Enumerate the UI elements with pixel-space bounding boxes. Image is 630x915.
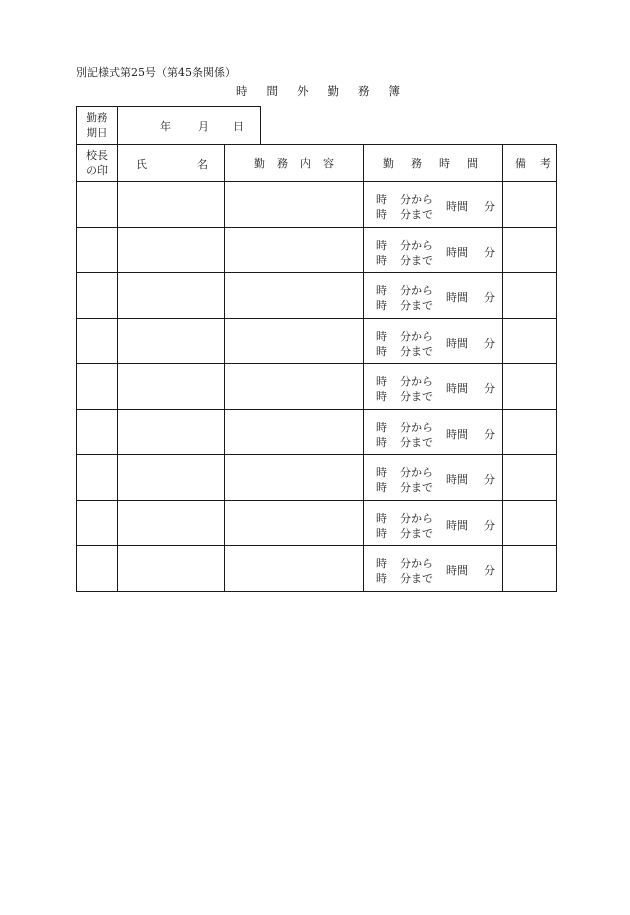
table-row	[77, 227, 557, 273]
total-hours-label: 時間	[446, 291, 468, 304]
work-hours-cell[interactable]	[364, 546, 503, 592]
year-label: 年	[160, 119, 171, 133]
overtime-log-table	[76, 144, 565, 592]
principal-seal-cell[interactable]	[77, 364, 118, 410]
start-hour-label: 時	[376, 511, 387, 525]
header-name-right: 名	[197, 158, 208, 171]
end-hour-label: 時	[376, 208, 387, 221]
end-hour-label: 時	[376, 344, 387, 358]
total-hours-label: 時間	[446, 336, 468, 350]
work-content-cell[interactable]	[225, 182, 364, 228]
day-label: 日	[233, 119, 244, 133]
name-cell[interactable]	[118, 546, 225, 592]
start-minute-label: 分から	[400, 284, 433, 297]
header-work-hours: 勤務時間	[364, 145, 503, 182]
table-row	[77, 318, 557, 364]
name-cell[interactable]	[118, 500, 225, 546]
total-hours-label: 時間	[446, 564, 468, 577]
document-title: 時間外勤務簿	[236, 84, 419, 98]
work-content-cell[interactable]	[225, 273, 364, 319]
remarks-cell[interactable]	[503, 455, 557, 501]
principal-seal-cell[interactable]	[77, 455, 118, 501]
end-minute-label: 分まで	[400, 299, 433, 312]
remarks-cell[interactable]	[503, 227, 557, 273]
start-hour-label: 時	[376, 466, 387, 479]
work-hours-cell[interactable]	[364, 409, 503, 455]
total-hours-label: 時間	[446, 518, 468, 532]
end-minute-label: 分まで	[400, 390, 433, 403]
table-row	[77, 546, 557, 592]
name-cell[interactable]	[118, 318, 225, 364]
month-label: 月	[198, 119, 209, 133]
work-date-field[interactable]	[118, 107, 260, 144]
remarks-cell[interactable]	[503, 364, 557, 410]
name-cell[interactable]	[118, 227, 225, 273]
principal-seal-cell[interactable]	[77, 409, 118, 455]
remarks-cell[interactable]	[503, 409, 557, 455]
name-cell[interactable]	[118, 182, 225, 228]
start-minute-label: 分から	[400, 238, 433, 252]
work-content-cell[interactable]	[225, 227, 364, 273]
total-minutes-label: 分	[484, 564, 495, 577]
end-minute-label: 分まで	[400, 572, 433, 585]
start-minute-label: 分から	[400, 329, 433, 343]
start-hour-label: 時	[376, 329, 387, 343]
work-hours-cell[interactable]	[364, 227, 503, 273]
start-hour-label: 時	[376, 557, 387, 570]
work-content-cell[interactable]	[225, 455, 364, 501]
total-hours-label: 時間	[446, 473, 468, 486]
principal-seal-cell[interactable]	[77, 182, 118, 228]
start-hour-label: 時	[376, 375, 387, 388]
header-name	[118, 145, 225, 182]
start-minute-label: 分から	[400, 375, 433, 388]
end-minute-label: 分まで	[400, 208, 433, 221]
total-hours-label: 時間	[446, 245, 468, 259]
end-hour-label: 時	[376, 390, 387, 403]
end-minute-label: 分まで	[400, 344, 433, 358]
end-minute-label: 分まで	[400, 435, 433, 449]
end-hour-label: 時	[376, 299, 387, 312]
total-minutes-label: 分	[484, 427, 495, 441]
work-hours-cell[interactable]	[364, 273, 503, 319]
table-row	[77, 500, 557, 546]
total-minutes-label: 分	[484, 382, 495, 395]
table-row	[77, 364, 557, 410]
table-row	[77, 182, 557, 228]
work-date-label: 勤務 期日	[77, 107, 118, 144]
name-cell[interactable]	[118, 455, 225, 501]
work-date-box	[76, 106, 261, 144]
work-hours-cell[interactable]	[364, 364, 503, 410]
start-minute-label: 分から	[400, 466, 433, 479]
total-minutes-label: 分	[484, 518, 495, 532]
remarks-cell[interactable]	[503, 273, 557, 319]
work-hours-cell[interactable]	[364, 500, 503, 546]
header-principal-seal: 校長 の印	[77, 145, 118, 182]
start-minute-label: 分から	[400, 193, 433, 206]
start-hour-label: 時	[376, 238, 387, 252]
end-minute-label: 分まで	[400, 526, 433, 540]
work-hours-cell[interactable]	[364, 455, 503, 501]
remarks-cell[interactable]	[503, 546, 557, 592]
principal-seal-cell[interactable]	[77, 318, 118, 364]
header-work-content: 勤務内容	[225, 145, 364, 182]
principal-seal-cell[interactable]	[77, 546, 118, 592]
end-minute-label: 分まで	[400, 481, 433, 494]
table-row	[77, 273, 557, 319]
remarks-cell[interactable]	[503, 182, 557, 228]
principal-seal-cell[interactable]	[77, 273, 118, 319]
table-row	[77, 409, 557, 455]
total-minutes-label: 分	[484, 336, 495, 350]
end-hour-label: 時	[376, 435, 387, 449]
total-minutes-label: 分	[484, 291, 495, 304]
remarks-cell[interactable]	[503, 318, 557, 364]
work-hours-cell[interactable]	[364, 182, 503, 228]
principal-seal-cell[interactable]	[77, 227, 118, 273]
work-content-cell[interactable]	[225, 318, 364, 364]
name-cell[interactable]	[118, 364, 225, 410]
header-name-left: 氏	[136, 158, 147, 171]
remarks-cell[interactable]	[503, 500, 557, 546]
total-minutes-label: 分	[484, 473, 495, 486]
table-row	[77, 455, 557, 501]
header-remarks: 備考	[503, 145, 557, 182]
total-hours-label: 時間	[446, 382, 468, 395]
start-minute-label: 分から	[400, 420, 433, 434]
total-minutes-label: 分	[484, 200, 495, 213]
start-minute-label: 分から	[400, 511, 433, 525]
work-content-cell[interactable]	[225, 364, 364, 410]
name-cell[interactable]	[118, 273, 225, 319]
end-hour-label: 時	[376, 481, 387, 494]
work-hours-cell[interactable]	[364, 318, 503, 364]
end-minute-label: 分まで	[400, 253, 433, 267]
total-hours-label: 時間	[446, 200, 468, 213]
work-content-cell[interactable]	[225, 500, 364, 546]
total-minutes-label: 分	[484, 245, 495, 259]
start-hour-label: 時	[376, 284, 387, 297]
start-hour-label: 時	[376, 420, 387, 434]
end-hour-label: 時	[376, 526, 387, 540]
principal-seal-cell[interactable]	[77, 500, 118, 546]
total-hours-label: 時間	[446, 427, 468, 441]
name-cell[interactable]	[118, 409, 225, 455]
end-hour-label: 時	[376, 572, 387, 585]
form-reference: 別記様式第25号（第45条関係）	[76, 66, 236, 79]
end-hour-label: 時	[376, 253, 387, 267]
work-content-cell[interactable]	[225, 546, 364, 592]
work-content-cell[interactable]	[225, 409, 364, 455]
start-minute-label: 分から	[400, 557, 433, 570]
table-header-row	[77, 145, 557, 182]
start-hour-label: 時	[376, 193, 387, 206]
